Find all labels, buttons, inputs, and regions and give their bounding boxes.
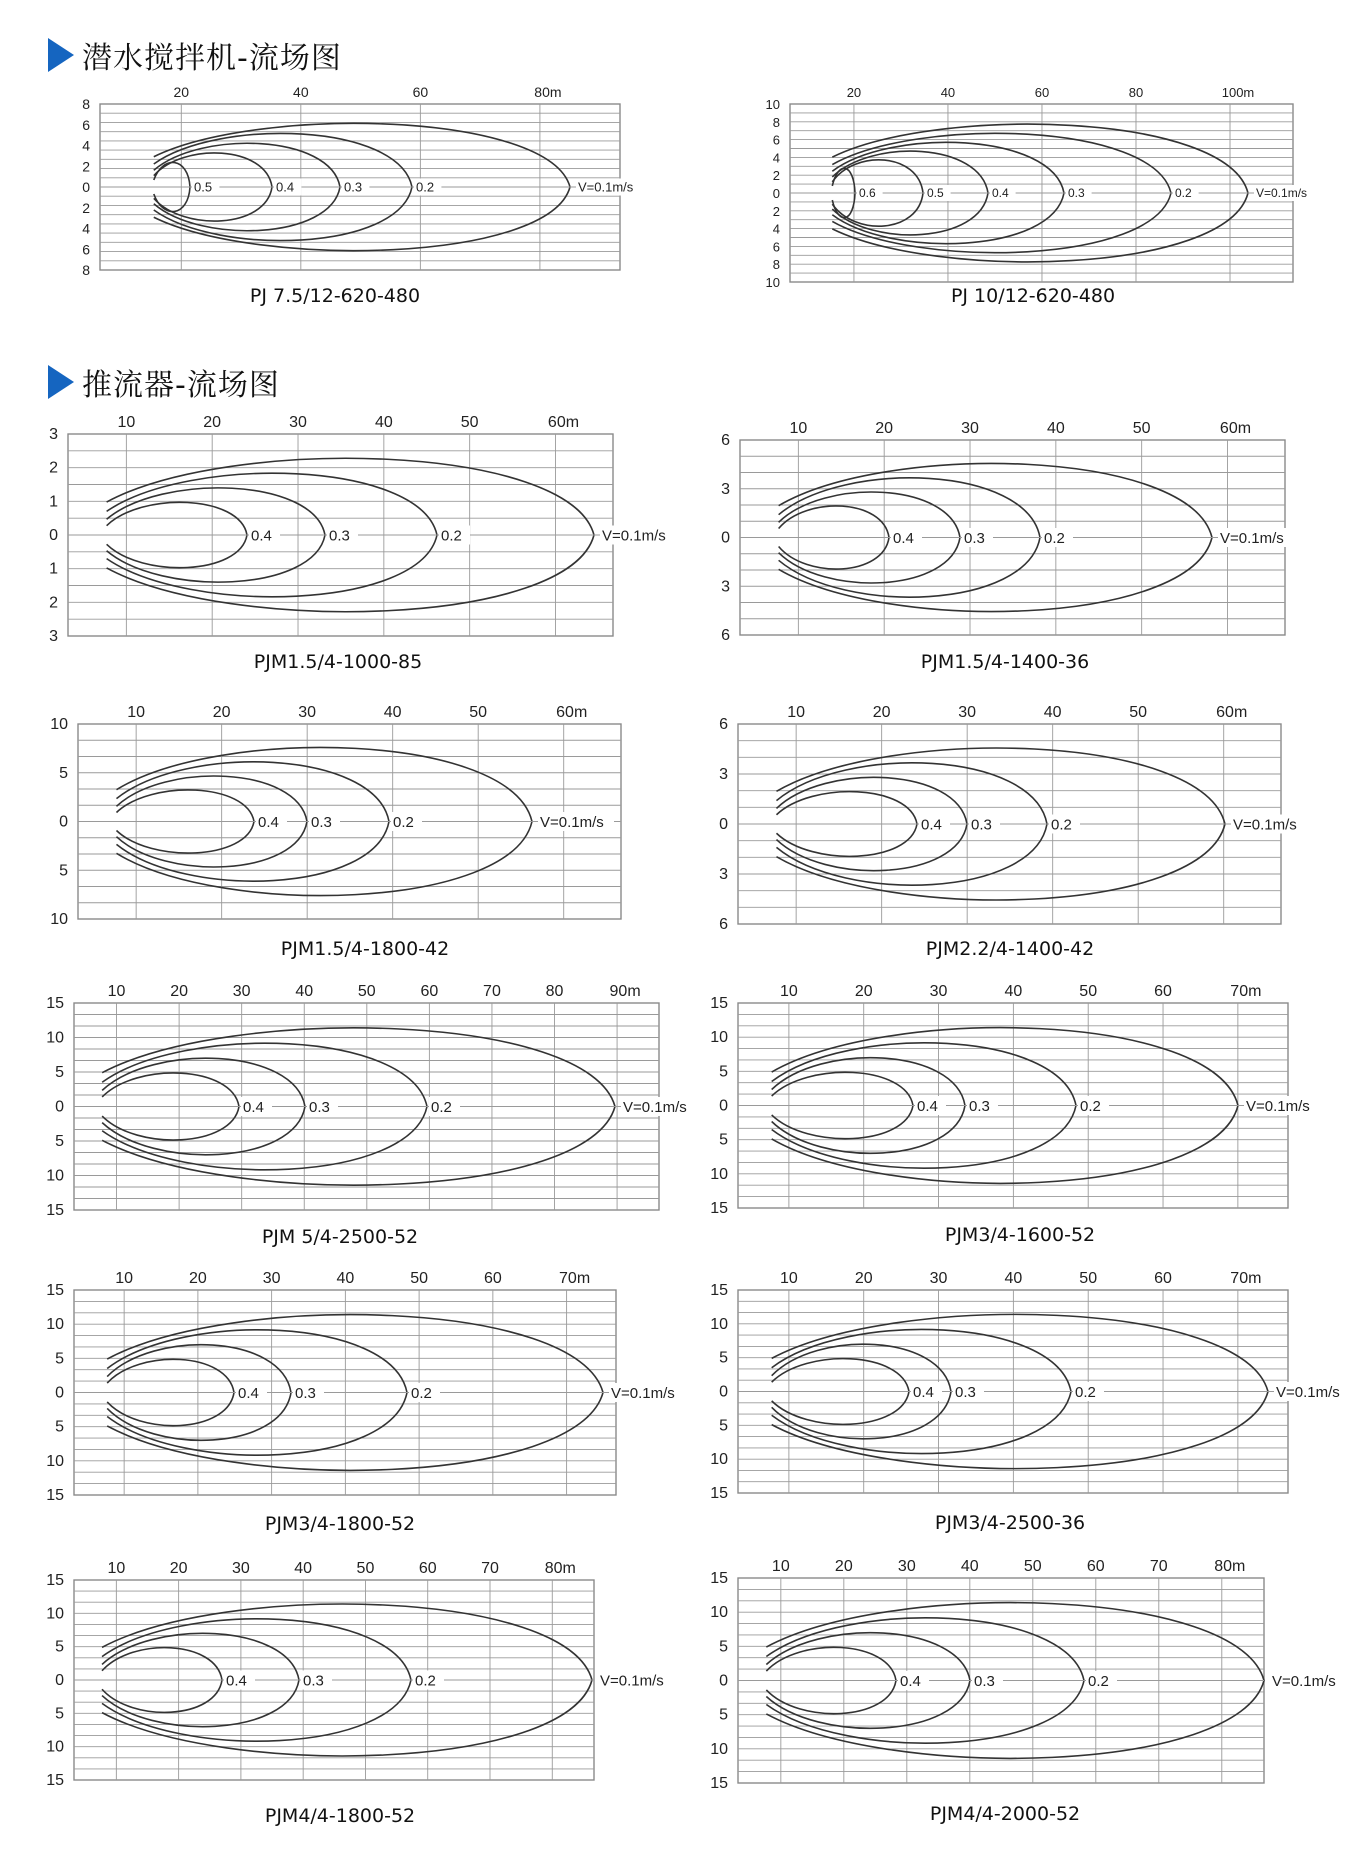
x-tick-label: 40: [1046, 420, 1065, 437]
velocity-contour-label: 0.4: [917, 1098, 938, 1115]
x-tick-label: 50: [1132, 420, 1151, 437]
x-tick-label: 60: [1034, 85, 1050, 100]
x-tick-label: 20: [834, 1558, 853, 1575]
x-tick-label: 50: [1023, 1558, 1042, 1575]
velocity-contour-label: 0.2: [1175, 186, 1192, 200]
y-tick-label: 6: [719, 916, 728, 933]
x-tick-label: 10: [107, 983, 126, 1000]
x-tick-label: 10: [127, 704, 146, 721]
velocity-contour-label: 0.4: [258, 814, 279, 831]
y-tick-label: 4: [772, 150, 780, 166]
x-tick-label: 40: [383, 704, 402, 721]
x-tick-label: 10: [107, 1560, 126, 1577]
x-tick-label: 10: [779, 1270, 798, 1287]
y-tick-label: 15: [710, 1570, 728, 1587]
flow-field-diagram: [26, 973, 731, 1220]
y-tick-label: 0: [719, 1097, 728, 1115]
x-tick-label: 40: [960, 1558, 979, 1575]
y-tick-label: 10: [46, 1738, 64, 1756]
x-tick-label: 40: [293, 84, 309, 100]
velocity-contour-label: 0.2: [1051, 816, 1072, 834]
triangle-marker-icon: [48, 365, 74, 399]
x-tick-label: 40: [294, 1560, 313, 1577]
flow-field-diagram: [26, 1550, 666, 1790]
velocity-contour-label: 0.4: [251, 527, 272, 545]
x-tick-label: 60: [483, 1270, 502, 1287]
flow-field-diagram: [20, 404, 685, 646]
y-tick-label: 10: [765, 275, 780, 290]
y-tick-label: 0: [55, 1672, 64, 1689]
y-tick-label: 0: [772, 186, 780, 201]
y-tick-label: 3: [49, 628, 58, 645]
y-tick-label: 10: [710, 1451, 728, 1469]
velocity-contour-label: V=0.1m/s: [578, 179, 634, 195]
y-tick-label: 5: [55, 1064, 64, 1081]
x-tick-label: 10: [117, 414, 136, 431]
velocity-contour-label: 0.5: [927, 186, 944, 200]
x-tick-label: 30: [231, 1560, 250, 1577]
velocity-contour-label: 0.6: [859, 186, 876, 200]
velocity-contour-label: V=0.1m/s: [1276, 1384, 1340, 1401]
velocity-contour-label: V=0.1m/s: [1272, 1673, 1336, 1690]
velocity-contour-label: 0.2: [415, 1672, 436, 1690]
x-tick-label: 60m: [556, 704, 588, 721]
x-tick-label: 30: [232, 983, 251, 1000]
section-header-flow-booster: [48, 360, 280, 404]
y-tick-label: 15: [710, 995, 728, 1012]
x-tick-label: 30: [929, 1270, 948, 1287]
y-tick-label: 6: [721, 627, 730, 644]
velocity-contour-label: 0.4: [900, 1673, 921, 1690]
section-title: 潜水搅拌机-流场图: [82, 41, 342, 76]
x-tick-label: 40: [1004, 983, 1023, 1000]
flow-field-diagram: [690, 1548, 1336, 1793]
x-tick-label: 40: [1004, 1270, 1023, 1287]
x-tick-label: 100m: [1221, 85, 1255, 100]
x-tick-label: 50: [469, 704, 488, 721]
y-tick-label: 2: [49, 459, 58, 477]
velocity-contour-label: V=0.1m/s: [1246, 1098, 1310, 1115]
y-tick-label: 6: [82, 116, 90, 133]
y-tick-label: 15: [46, 1772, 64, 1789]
y-tick-label: 2: [82, 158, 90, 175]
x-tick-label: 20: [872, 704, 891, 721]
x-tick-label: 80m: [534, 84, 562, 100]
y-tick-label: 3: [721, 480, 730, 498]
y-tick-label: 0: [55, 1384, 64, 1402]
x-tick-label: 20: [188, 1270, 207, 1287]
velocity-contour-label: 0.2: [1088, 1673, 1109, 1690]
velocity-contour-label: 0.2: [431, 1099, 452, 1116]
x-tick-label: 20: [212, 704, 231, 721]
y-tick-label: 0: [55, 1098, 64, 1116]
x-tick-label: 30: [262, 1270, 281, 1287]
velocity-contour-label: V=0.1m/s: [1256, 186, 1308, 200]
x-tick-label: 60m: [547, 414, 580, 431]
y-tick-label: 15: [46, 1572, 64, 1589]
x-tick-label: 20: [203, 414, 222, 431]
y-tick-label: 5: [59, 862, 68, 880]
velocity-contour-label: 0.3: [329, 527, 350, 545]
velocity-contour-label: 0.2: [1044, 530, 1065, 547]
y-tick-label: 4: [82, 137, 90, 154]
velocity-contour-label: 0.3: [303, 1672, 324, 1690]
x-tick-label: 10: [789, 420, 808, 437]
velocity-contour-label: 0.5: [194, 179, 213, 195]
y-tick-label: 15: [710, 1775, 728, 1792]
x-tick-label: 50: [410, 1270, 429, 1287]
x-tick-label: 50: [1079, 1270, 1098, 1287]
section-title: 推流器-流场图: [82, 368, 280, 403]
x-tick-label: 50: [1079, 983, 1098, 1000]
y-tick-label: 10: [710, 1604, 728, 1622]
y-tick-label: 15: [46, 1282, 64, 1299]
x-tick-label: 50: [357, 983, 376, 1000]
velocity-contour-label: 0.3: [295, 1385, 316, 1402]
velocity-contour-label: 0.4: [243, 1099, 264, 1116]
y-tick-label: 5: [719, 1417, 728, 1435]
x-tick-label: 30: [958, 704, 977, 721]
velocity-contour-label: 0.4: [913, 1384, 934, 1401]
velocity-contour-label: 0.2: [393, 814, 414, 831]
y-tick-label: 2: [772, 203, 780, 219]
y-tick-label: 10: [50, 911, 68, 928]
y-tick-label: 0: [721, 529, 730, 547]
y-tick-label: 6: [721, 432, 730, 449]
y-tick-label: 0: [719, 816, 728, 833]
velocity-contour-label: 0.4: [226, 1672, 247, 1690]
x-tick-label: 60: [420, 983, 439, 1000]
diagram-caption: PJM1.5/4-1800-42: [280, 938, 450, 960]
x-tick-label: 20: [170, 983, 189, 1000]
velocity-contour-label: 0.4: [992, 186, 1009, 200]
y-tick-label: 5: [719, 1706, 728, 1724]
velocity-contour-label: V=0.1m/s: [600, 1672, 664, 1690]
diagram-caption: PJM1.5/4-1400-36: [920, 651, 1090, 673]
y-tick-label: 15: [710, 1282, 728, 1299]
velocity-contour-label: 0.4: [921, 816, 942, 834]
velocity-contour-label: V=0.1m/s: [540, 814, 604, 831]
y-tick-label: 15: [46, 995, 64, 1012]
y-tick-label: 3: [49, 426, 58, 443]
x-tick-label: 20: [846, 85, 862, 100]
x-tick-label: 70: [1149, 1558, 1168, 1575]
velocity-contour-label: 0.2: [441, 527, 462, 545]
x-tick-label: 30: [961, 420, 979, 437]
y-tick-label: 6: [772, 239, 780, 255]
velocity-contour-label: V=0.1m/s: [623, 1099, 687, 1116]
x-tick-label: 20: [169, 1560, 188, 1577]
y-tick-label: 0: [82, 179, 90, 195]
y-tick-label: 3: [719, 766, 728, 783]
y-tick-label: 0: [719, 1383, 728, 1401]
y-tick-label: 5: [55, 1350, 64, 1368]
y-tick-label: 10: [710, 1740, 728, 1758]
y-tick-label: 10: [710, 1029, 728, 1047]
velocity-contour-label: V=0.1m/s: [1220, 530, 1284, 547]
flow-field-diagram: [690, 694, 1353, 934]
x-tick-label: 30: [929, 983, 948, 1000]
velocity-contour-label: 0.3: [344, 179, 363, 195]
y-tick-label: 5: [719, 1349, 728, 1367]
diagram-caption: PJM4/4-1800-52: [264, 1805, 416, 1827]
velocity-contour-label: 0.4: [276, 179, 295, 195]
y-tick-label: 5: [55, 1638, 64, 1656]
x-tick-label: 60: [1086, 1558, 1105, 1575]
x-tick-label: 10: [771, 1558, 790, 1575]
x-tick-label: 20: [854, 1270, 873, 1287]
y-tick-label: 10: [765, 97, 780, 112]
velocity-contour-label: 0.3: [309, 1099, 330, 1116]
y-tick-label: 3: [719, 866, 728, 883]
x-tick-label: 20: [875, 420, 894, 437]
velocity-contour-label: 0.3: [971, 816, 992, 834]
velocity-contour-label: 0.3: [969, 1098, 990, 1115]
x-tick-label: 10: [115, 1270, 134, 1287]
y-tick-label: 6: [719, 716, 728, 733]
y-tick-label: 5: [55, 1705, 64, 1723]
x-tick-label: 30: [298, 704, 317, 721]
y-tick-label: 5: [719, 1638, 728, 1656]
flow-field-diagram: [26, 1260, 688, 1505]
x-tick-label: 30: [897, 1558, 916, 1575]
velocity-contour-label: 0.3: [974, 1673, 995, 1690]
y-tick-label: 0: [59, 813, 68, 831]
y-tick-label: 15: [710, 1200, 728, 1217]
diagram-caption: PJM2.2/4-1400-42: [925, 938, 1095, 960]
y-tick-label: 8: [82, 96, 90, 112]
y-tick-label: 10: [46, 1452, 64, 1470]
velocity-contour-label: V=0.1m/s: [611, 1385, 675, 1402]
x-tick-label: 70m: [1230, 1270, 1262, 1287]
velocity-contour-label: 0.3: [955, 1384, 976, 1401]
y-tick-label: 8: [772, 114, 780, 130]
diagram-caption: PJM1.5/4-1000-85: [253, 651, 423, 673]
x-tick-label: 90m: [609, 983, 641, 1000]
x-tick-label: 80m: [1214, 1558, 1246, 1575]
y-tick-label: 15: [46, 1487, 64, 1504]
x-tick-label: 50: [460, 414, 479, 431]
y-tick-label: 10: [710, 1315, 728, 1333]
velocity-contour-label: 0.2: [411, 1385, 432, 1402]
x-tick-label: 10: [779, 983, 798, 1000]
y-tick-label: 10: [50, 716, 68, 733]
y-tick-label: 4: [772, 221, 780, 237]
y-tick-label: 2: [772, 168, 780, 184]
flow-field-diagram: [692, 410, 1357, 645]
y-tick-label: 8: [772, 257, 780, 273]
y-tick-label: 10: [46, 1029, 64, 1047]
x-tick-label: 40: [940, 85, 956, 100]
y-tick-label: 1: [49, 560, 58, 578]
x-tick-label: 20: [173, 84, 190, 100]
velocity-contour-label: 0.2: [416, 179, 435, 195]
x-tick-label: 40: [374, 414, 393, 431]
velocity-contour-label: 0.3: [311, 814, 332, 831]
x-tick-label: 80: [1128, 85, 1144, 100]
y-tick-label: 15: [46, 1202, 64, 1219]
flow-field-diagram: [690, 973, 1360, 1218]
y-tick-label: 6: [82, 241, 90, 258]
velocity-contour-label: 0.2: [1075, 1384, 1096, 1401]
y-tick-label: 4: [82, 220, 90, 237]
y-tick-label: 3: [721, 578, 730, 596]
x-tick-label: 60m: [1216, 704, 1248, 721]
velocity-contour-label: 0.4: [893, 530, 914, 547]
diagram-caption: PJM3/4-2500-36: [934, 1512, 1086, 1534]
flow-field-diagram: [52, 74, 692, 280]
diagram-caption: PJM4/4-2000-52: [929, 1803, 1081, 1825]
y-tick-label: 5: [59, 764, 68, 782]
velocity-contour-label: 0.3: [964, 530, 985, 547]
velocity-contour-label: 0.4: [238, 1385, 259, 1402]
x-tick-label: 40: [336, 1270, 355, 1287]
y-tick-label: 5: [55, 1418, 64, 1436]
x-tick-label: 20: [854, 983, 873, 1000]
velocity-contour-label: V=0.1m/s: [602, 527, 666, 545]
x-tick-label: 50: [356, 1560, 375, 1577]
velocity-contour-label: 0.2: [1080, 1098, 1101, 1115]
x-tick-label: 60: [418, 1560, 437, 1577]
y-tick-label: 0: [719, 1672, 728, 1690]
x-tick-label: 60: [412, 84, 429, 100]
y-tick-label: 5: [719, 1063, 728, 1081]
x-tick-label: 70m: [559, 1270, 591, 1287]
x-tick-label: 70m: [1230, 983, 1262, 1000]
y-tick-label: 8: [82, 262, 90, 278]
y-tick-label: 1: [49, 493, 58, 511]
y-tick-label: 15: [710, 1485, 728, 1502]
flow-field-diagram: [690, 1260, 1360, 1503]
section-header-mixer: [48, 33, 342, 77]
diagram-caption: PJM 5/4-2500-52: [261, 1226, 419, 1248]
x-tick-label: 70: [483, 983, 501, 1000]
x-tick-label: 80: [545, 983, 564, 1000]
y-tick-label: 10: [46, 1167, 64, 1185]
x-tick-label: 60m: [1219, 420, 1252, 437]
y-tick-label: 10: [710, 1165, 728, 1183]
velocity-contour-label: V=0.1m/s: [1233, 816, 1297, 834]
x-tick-label: 30: [289, 414, 307, 431]
x-tick-label: 40: [295, 983, 314, 1000]
diagram-caption: PJM3/4-1800-52: [264, 1513, 416, 1535]
y-tick-label: 5: [55, 1133, 64, 1150]
velocity-contour-label: 0.3: [1068, 186, 1085, 200]
x-tick-label: 10: [787, 704, 806, 721]
x-tick-label: 40: [1043, 704, 1062, 721]
triangle-marker-icon: [48, 38, 74, 72]
x-tick-label: 70: [481, 1560, 499, 1577]
y-tick-label: 10: [46, 1316, 64, 1334]
y-tick-label: 0: [49, 527, 58, 544]
flow-field-diagram: [30, 694, 693, 929]
y-tick-label: 5: [719, 1131, 728, 1149]
x-tick-label: 80m: [544, 1560, 576, 1577]
y-tick-label: 6: [772, 132, 780, 148]
y-tick-label: 2: [82, 199, 90, 216]
flow-field-diagram: [742, 74, 1362, 292]
y-tick-label: 2: [49, 594, 58, 612]
x-tick-label: 50: [1129, 704, 1148, 721]
y-tick-label: 10: [46, 1605, 64, 1623]
diagram-caption: PJ 10/12-620-480: [950, 285, 1116, 307]
diagram-caption: PJ 7.5/12-620-480: [249, 285, 421, 307]
x-tick-label: 60: [1154, 983, 1172, 1000]
x-tick-label: 60: [1154, 1270, 1172, 1287]
diagram-caption: PJM3/4-1600-52: [944, 1224, 1096, 1246]
